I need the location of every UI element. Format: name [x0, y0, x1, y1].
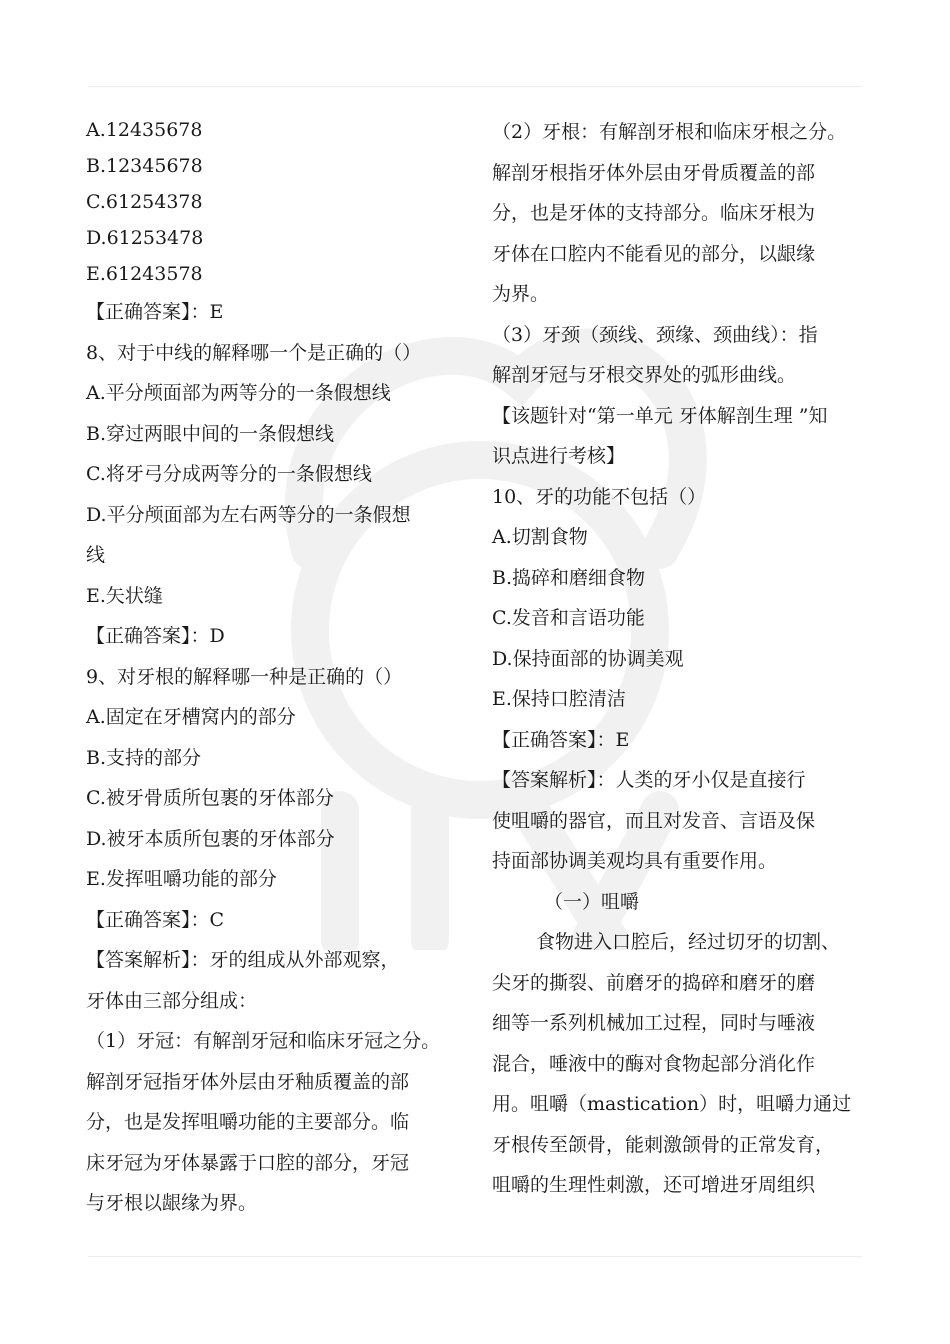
- paragraph-line: 咀嚼的生理性刺激，还可增进牙周组织: [492, 1174, 816, 1196]
- paragraph-line: 细等一系列机械加工过程，同时与唾液: [492, 1012, 816, 1034]
- answer-line: 【正确答案】：C: [86, 908, 225, 931]
- option-line: D.保持面部的协调美观: [492, 647, 684, 670]
- explanation-line: 使咀嚼的器官，而且对发音、言语及保: [492, 809, 816, 832]
- explanation-line: 持面部协调美观均具有重要作用。: [492, 850, 778, 872]
- topic-note: 【该题针对“第一单元 牙体解剖生理 ”知: [492, 404, 828, 427]
- section-heading: （一）咀嚼: [544, 890, 640, 913]
- paragraph-line: 牙根传至颌骨，能刺激颌骨的正常发育，: [492, 1133, 835, 1156]
- explanation-line: 分，也是发挥咀嚼功能的主要部分。临: [86, 1111, 410, 1133]
- explanation-line: 【答案解析】：人类的牙小仅是直接行: [492, 769, 806, 791]
- right-column: [492, 112, 878, 1206]
- question-10: 10、牙的功能不包括（）: [492, 485, 707, 508]
- option-line: E.矢状缝: [86, 584, 163, 607]
- explanation-line: （1）牙冠：有解剖牙冠和临床牙冠之分。: [86, 1030, 441, 1052]
- explanation-line: 为界。: [492, 283, 550, 305]
- question-9: 9、对牙根的解释哪一种是正确的（）: [86, 665, 403, 688]
- option-line: A.固定在牙槽窝内的部分: [86, 706, 296, 728]
- explanation-line: （3）牙颈（颈线、颈缘、颈曲线）：指: [492, 323, 818, 346]
- question-8: 8、对于中线的解释哪一个是正确的（）: [86, 341, 422, 364]
- explanation-line: 牙体由三部分组成：: [86, 989, 258, 1012]
- option-line: D.61253478: [86, 227, 204, 249]
- explanation-line: 牙体在口腔内不能看见的部分，以龈缘: [492, 242, 816, 265]
- option-line: C.被牙骨质所包裹的牙体部分: [86, 787, 334, 809]
- option-line: A.平分颅面部为两等分的一条假想线: [86, 382, 391, 404]
- option-line: C.61254378: [86, 191, 203, 213]
- paragraph-line: 用。咀嚼（mastication）时，咀嚼力通过: [492, 1093, 852, 1115]
- paragraph-line: 尖牙的撕裂、前磨牙的捣碎和磨牙的磨: [492, 971, 816, 994]
- paragraph-line: 食物进入口腔后，经过切牙的切割、: [536, 931, 841, 953]
- footer-rule: [88, 1256, 862, 1257]
- option-line: D.平分颅面部为左右两等分的一条假想: [86, 503, 411, 526]
- paragraph-line: 混合，唾液中的酶对食物起部分消化作: [492, 1052, 816, 1075]
- answer-line: 【正确答案】：E: [492, 728, 630, 751]
- explanation-line: 解剖牙根指牙体外层由牙骨质覆盖的部: [492, 161, 816, 184]
- option-line: C.发音和言语功能: [492, 607, 645, 629]
- topic-note: 识点进行考核】: [492, 445, 626, 467]
- option-line-continued: 线: [86, 544, 106, 566]
- option-line: D.被牙本质所包裹的牙体部分: [86, 827, 335, 850]
- answer-line: 【正确答案】：E: [86, 301, 224, 323]
- explanation-line: 解剖牙冠与牙根交界处的弧形曲线。: [492, 364, 797, 386]
- explanation-line: 床牙冠为牙体暴露于口腔的部分，牙冠: [86, 1151, 410, 1174]
- option-line: C.将牙弓分成两等分的一条假想线: [86, 463, 372, 485]
- explanation-line: 解剖牙冠指牙体外层由牙釉质覆盖的部: [86, 1070, 410, 1093]
- header-rule: [88, 86, 862, 87]
- answer-line: 【正确答案】：D: [86, 625, 225, 647]
- option-line: B.穿过两眼中间的一条假想线: [86, 422, 335, 445]
- explanation-line: 与牙根以龈缘为界。: [86, 1192, 258, 1214]
- option-line: A.切割食物: [492, 526, 588, 548]
- option-line: B.捣碎和磨细食物: [492, 566, 646, 589]
- option-line: E.发挥咀嚼功能的部分: [86, 868, 277, 890]
- option-line: A.12435678: [86, 119, 203, 141]
- left-column: [86, 112, 476, 1224]
- option-line: E.保持口腔清洁: [492, 688, 626, 710]
- explanation-line: （2）牙根：有解剖牙根和临床牙根之分。: [492, 121, 847, 143]
- explanation-line: 【答案解析】：牙的组成从外部观察，: [86, 949, 400, 971]
- option-line: E.61243578: [86, 263, 203, 285]
- explanation-line: 分，也是牙体的支持部分。临床牙根为: [492, 202, 816, 224]
- option-line: B.支持的部分: [86, 746, 202, 769]
- option-line: B.12345678: [86, 155, 203, 177]
